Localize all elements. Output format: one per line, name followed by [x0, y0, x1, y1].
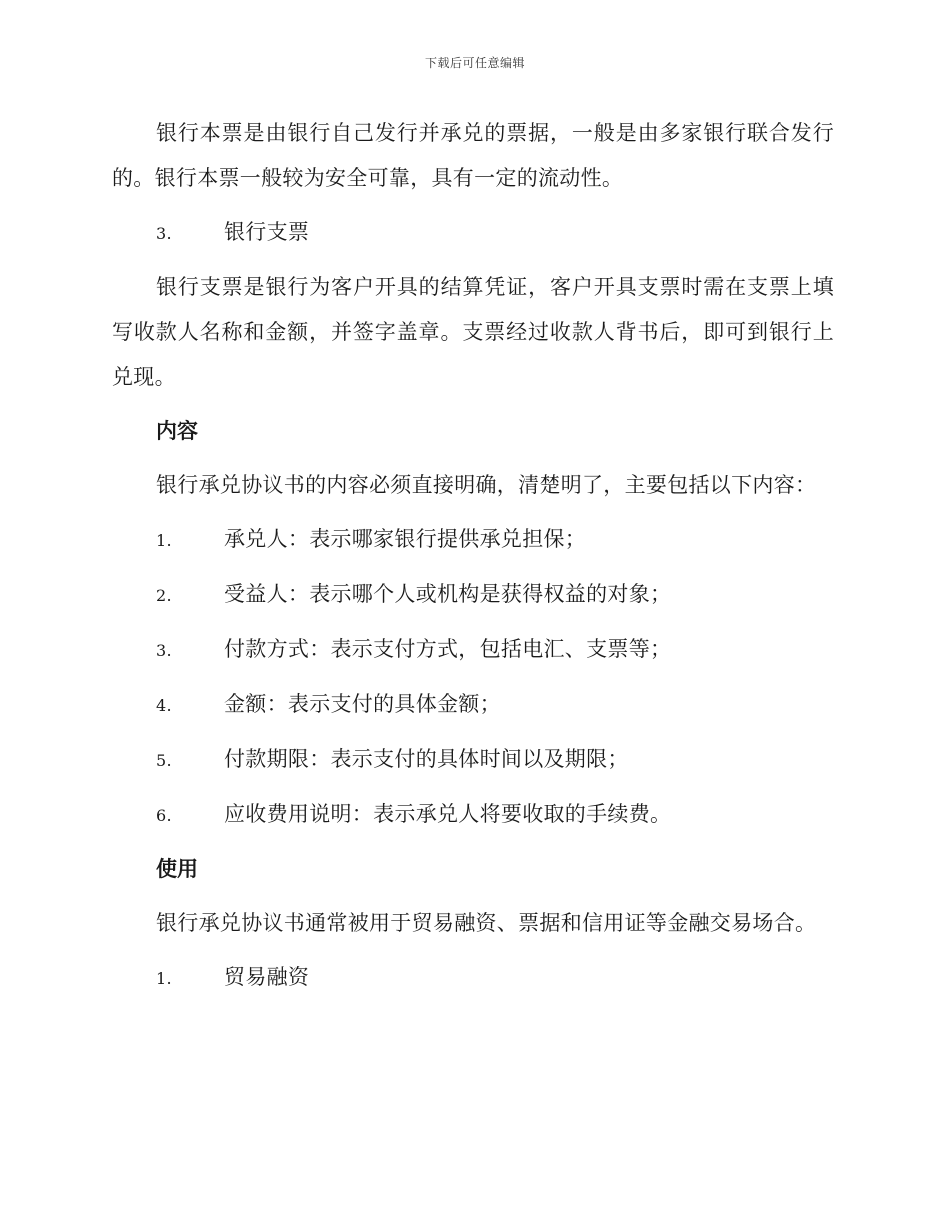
header-note: 下载后可任意编辑 [424, 56, 525, 70]
list-item-text: 金额：表示支付的具体金额； [224, 692, 501, 716]
list-item-number: 1. [156, 969, 172, 988]
list-item [112, 517, 834, 563]
paragraph-usage-intro: 银行承兑协议书通常被用于贸易融资、票据和信用证等金融交易场合。 [156, 911, 817, 935]
list-item-text: 银行支票 [224, 220, 310, 244]
list-item [112, 792, 834, 838]
list-item-bank-check [112, 210, 834, 256]
paragraph-bank-check: 银行支票是银行为客户开具的结算凭证，客户开具支票时需在支票上填写收款人名称和金额，并签字盖章。支票经过收款人背书后，即可到银行上兑现。 [112, 275, 834, 389]
list-item-number: 4. [156, 696, 172, 715]
list-item-number: 3. [156, 641, 172, 660]
paragraph-bank-draft: 银行本票是由银行自己发行并承兑的票据，一般是由多家银行联合发行的。银行本票一般较为安全可靠，具有一定的流动性。 [112, 121, 834, 190]
list-item-number: 1. [156, 531, 172, 550]
list-item-number: 2. [156, 586, 172, 605]
list-item [112, 955, 834, 1001]
list-item-text: 应收费用说明：表示承兑人将要收取的手续费。 [224, 802, 672, 826]
list-item-text: 承兑人：表示哪家银行提供承兑担保； [224, 527, 587, 551]
list-item-number: 3. [156, 224, 172, 243]
section-heading-content: 内容 [156, 419, 198, 443]
list-item-number: 6. [156, 806, 172, 825]
list-item [112, 572, 834, 618]
paragraph-content-intro: 银行承兑协议书的内容必须直接明确，清楚明了，主要包括以下内容： [156, 473, 817, 497]
list-item [112, 737, 834, 783]
list-item-number: 5. [156, 751, 172, 770]
document-body [112, 111, 834, 1001]
section-heading-usage: 使用 [156, 857, 198, 881]
list-item [112, 682, 834, 728]
list-item-text: 付款方式：表示支付方式，包括电汇、支票等； [224, 637, 672, 661]
list-item [112, 627, 834, 673]
list-item-text: 贸易融资 [224, 965, 310, 989]
list-item-text: 付款期限：表示支付的具体时间以及期限； [224, 747, 629, 771]
list-item-text: 受益人：表示哪个人或机构是获得权益的对象； [224, 582, 672, 606]
